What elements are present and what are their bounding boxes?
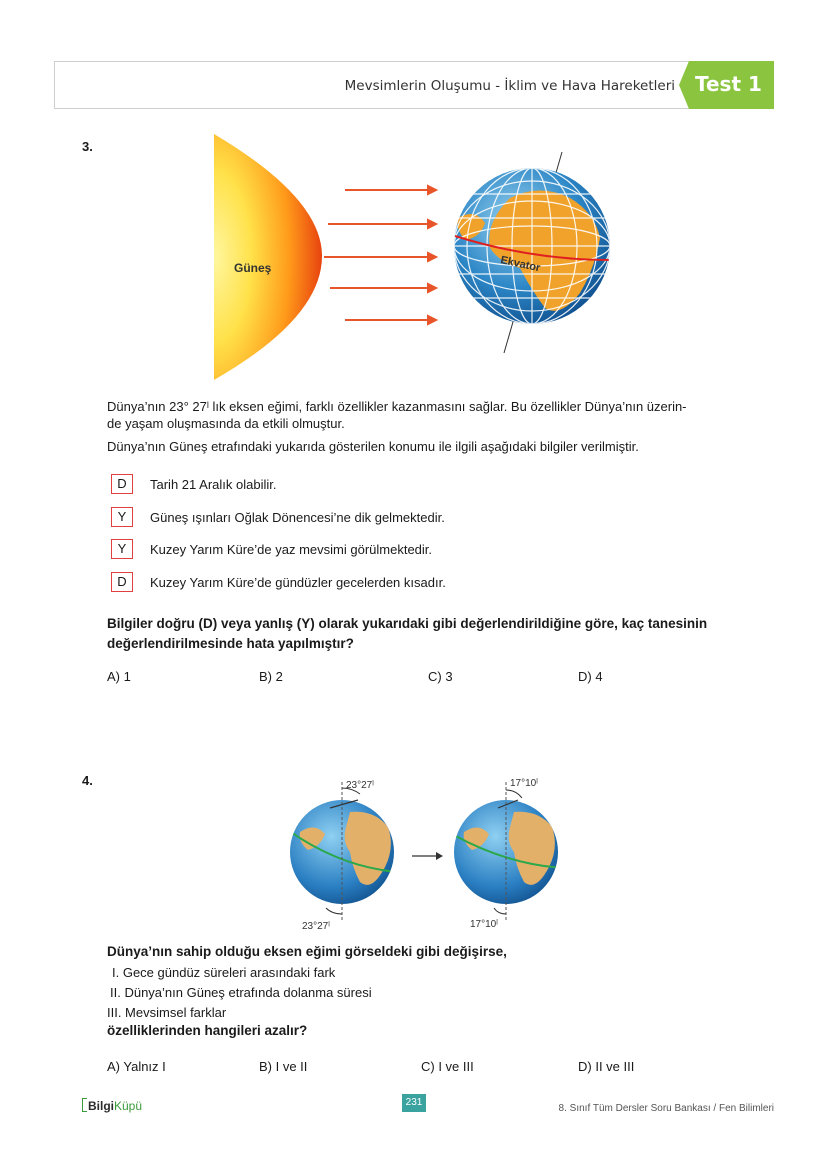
right-top-angle: 17°10ˡ (510, 778, 538, 789)
q3-question (107, 614, 707, 654)
left-top-angle: 23°27ˡ (346, 780, 374, 791)
q4-statement-3: III. Mevsimsel farklar (107, 1005, 227, 1020)
globe-before (288, 782, 398, 922)
q3-option-c[interactable]: C) 3 (428, 669, 453, 684)
q4-option-d[interactable]: D) II ve III (578, 1059, 635, 1074)
item-statement: Tarih 21 Aralık olabilir. (150, 477, 277, 492)
q4-option-b[interactable]: B) I ve II (259, 1059, 308, 1074)
question-3-number: 3. (82, 139, 93, 154)
change-arrow-icon (412, 852, 443, 860)
item-mark-box: Y (111, 539, 133, 559)
page-header (54, 61, 774, 109)
test-badge-label: Test 1 (695, 72, 762, 96)
item-statement: Kuzey Yarım Küre’de gündüzler gecelerden kısadır. (150, 575, 446, 590)
q4-question: özelliklerinden hangileri azalır? (107, 1023, 308, 1038)
q4-statement-1: I. Gece gündüz süreleri arasındaki fark (112, 965, 336, 980)
q3-option-b[interactable]: B) 2 (259, 669, 283, 684)
q4-option-a[interactable]: A) Yalnız I (107, 1059, 166, 1074)
right-bottom-angle: 17°10ˡ (470, 919, 498, 930)
item-mark-box: D (111, 474, 133, 494)
q3-question-line: Bilgiler doğru (D) veya yanlış (Y) olarak yukarıdaki gibi değerlendirildiğine göre, kaç tanesinin (107, 616, 708, 631)
publisher-logo (82, 1098, 142, 1113)
q3-question-line: değerlendirilmesinde hata yapılmıştır? (107, 636, 354, 651)
item-statement: Güneş ışınları Oğlak Dönencesi’ne dik gelmektedir. (150, 510, 445, 525)
globe-after (452, 782, 562, 922)
book-title: 8. Sınıf Tüm Dersler Soru Bankası / Fen Bilimleri (558, 1103, 774, 1114)
sun-rays (324, 186, 436, 324)
q3-intro (107, 398, 687, 455)
sun-label: Güneş (234, 261, 272, 275)
logo-bracket-icon (82, 1098, 87, 1112)
q4-statement-2: II. Dünya’nın Güneş etrafında dolanma süresi (110, 985, 372, 1000)
equator-label: Ekvator (499, 254, 542, 275)
axial-tilt-figure (280, 772, 580, 932)
test-badge (679, 61, 774, 109)
section-title: Mevsimlerin Oluşumu - İklim ve Hava Hareketleri (344, 78, 675, 94)
q3-option-a[interactable]: A) 1 (107, 669, 131, 684)
item-statement: Kuzey Yarım Küre’de yaz mevsimi görülmektedir. (150, 542, 433, 557)
q3-intro-line: Dünya’nın Güneş etrafındaki yukarıda gösterilen konumu ile ilgili aşağıdaki bilgiler verilmiştir. (107, 439, 639, 454)
earth-globe (454, 152, 610, 353)
q3-intro-line: de yaşam oluşmasında da etkili olmuştur. (107, 416, 345, 431)
left-bottom-angle: 23°27ˡ (302, 921, 330, 932)
q3-intro-line: Dünya’nın 23° 27ˡ lık eksen eğimi, farklı özellikler kazanmasını sağlar. Bu özellikler Dünya’nın üzerin- (107, 399, 687, 414)
item-mark-box: Y (111, 507, 133, 527)
q3-option-d[interactable]: D) 4 (578, 669, 603, 684)
question-4-number: 4. (82, 773, 93, 788)
q4-option-c[interactable]: C) I ve III (421, 1059, 474, 1074)
logo-prefix: Bilgi (88, 1099, 114, 1113)
page-number: 231 (402, 1094, 426, 1112)
sun-shape (214, 134, 322, 380)
sun-earth-figure (200, 128, 620, 388)
logo-suffix: Küpü (114, 1099, 143, 1113)
q4-stem: Dünya’nın sahip olduğu eksen eğimi görseldeki gibi değişirse, (107, 944, 507, 959)
item-mark-box: D (111, 572, 133, 592)
